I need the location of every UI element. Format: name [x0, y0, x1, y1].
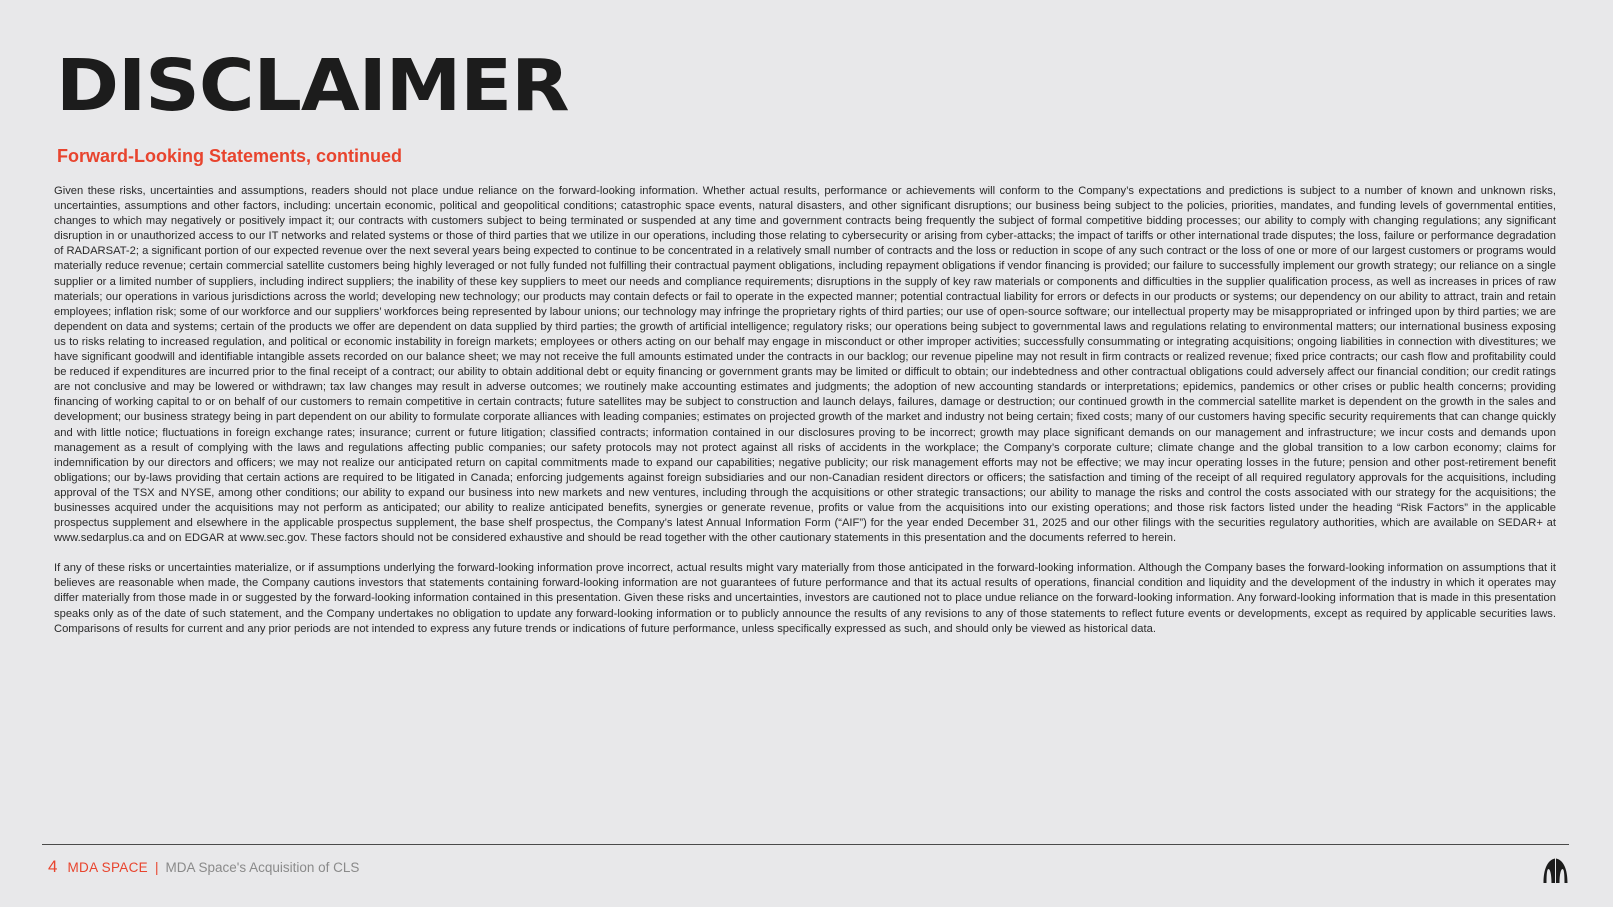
mda-logo-icon	[1542, 857, 1569, 884]
footer-divider	[42, 844, 1569, 845]
disclaimer-paragraph-2: If any of these risks or uncertainties materialize, or if assumptions underlying the forward-looking information prove incorrect, actual results might vary materially from those anticipated in the forward-looking information. Although the Company bases the forward-looking information on assumptions that it believes are reasonable when made, the Company cautions investors that statements containing forward-looking information are not guarantees of future performance and that its actual results of operations, financial condition and liquidity and the development of the industry in which it operates may differ materially from those made in or suggested by the forward-looking information contained in this presentation. Given these risks and uncertainties, investors are cautioned not to place undue reliance on the forward-looking information. Any forward-looking information that is made in this presentation speaks only as of the date of such statement, and the Company undertakes no obligation to update any forward-looking information or to publicly announce the results of any revisions to any of those statements to reflect future events or developments, except as required by applicable securities laws. Comparisons of results for current and any prior periods are not intended to express any future trends or indications of future performance, unless specifically expressed as such, and should only be viewed as historical data.	[54, 562, 1556, 635]
footer-brand: MDA SPACE	[67, 860, 148, 875]
disclaimer-paragraph-1: Given these risks, uncertainties and assumptions, readers should not place undue reliance on the forward-looking information. Whether actual results, performance or achievements will conform to the Company’s expectations and predictions is subject to a number of known and unknown risks, uncertainties, assumptions and other factors, including: uncertain economic, political and geopolitical conditions; catastrophic space events, natural disasters, and other significant disruptions; our business being subject to the policies, priorities, mandates, and funding levels of governmental entities, changes to which may negatively or positively impact it; our contracts with customers subject to being terminated or suspended at any time and government contracts being frequently the subject of formal competitive bidding processes; our ability to comply with changing regulations; any significant disruption in or unauthorized access to our IT networks and related systems or those of third parties that we utilize in our operations, including those relating to cybersecurity or arising from cyber-attacks; the impact of tariffs or other international trade disputes; the loss, failure or performance degradation of RADARSAT-2; a significant portion of our expected revenue over the next several years being expected to continue to be concentrated in a relatively small number of contracts and the loss or reduction in scope of any such contract or the loss of one or more of our largest customers or programs would materially reduce revenue; certain commercial satellite customers being highly leveraged or not fully funded not fulfilling their contractual payment obligations, including repayment obligations if vendor financing is provided; our failure to successfully implement our growth strategy; our reliance on a single supplier or a limited number of suppliers, including indirect suppliers; the inability of these key suppliers to meet our needs and compliance requirements; disruptions in the supply of key raw materials or components and difficulties in the supplier qualification process, as well as increases in prices of raw materials; our operations in various jurisdictions across the world; developing new technology; our products may contain defects or fail to operate in the expected manner; potential contractual liability for errors or defects in our products or systems; our dependency on our ability to attract, train and retain employees; inflation risk; some of our workforce and our suppliers’ workforces being represented by labour unions; our technology may infringe the proprietary rights of third parties; our use of open-source software; our intellectual property may be misappropriated or infringed upon by third parties; we are dependent on data and systems; certain of the products we offer are dependent on data supplied by third parties; the growth of artificial intelligence; regulatory risks; our operations being subject to governmental laws and regulations relating to environmental matters; our international business exposing us to risks relating to increased regulation, and political or economic instability in foreign markets; employees or others acting on our behalf may engage in misconduct or other improper activities; successfully consummating or integrating acquisitions; ongoing liabilities in connection with divestitures; we have significant goodwill and identifiable intangible assets recorded on our balance sheet; we may not receive the full amounts estimated under the contracts in our backlog; our revenue pipeline may not result in firm contracts or realized revenue; fixed price contracts; our cash flow and profitability could be reduced if expenditures are incurred prior to the final receipt of a contract; our ability to obtain additional debt or equity financing or government grants may be limited or difficult to obtain; our indebtedness and other contractual obligations could adversely affect our financial condition; our credit ratings are not conclusive and may be lowered or withdrawn; tax law changes may result in adverse outcomes; we routinely make accounting estimates and judgments; the adoption of new accounting standards or interpretations; epidemics, pandemics or other crises or public health concerns; providing financing of working capital to or on behalf of our customers to remain competitive in certain contracts; future satellites may be subject to construction and launch delays, failures, damage or destruction; our continued growth in the commercial satellite market is dependent on the growth in the sales and development; our business strategy being in part dependent on our ability to formulate corporate alliances with leading companies; estimates on projected growth of the market and industry not being certain; fixed costs; many of our customers having specific security requirements that can change quickly and with little notice; fluctuations in foreign exchange rates; insurance; current or future litigation; classified contracts; information contained in our disclosures proving to be incorrect; growth may place significant demands on our management and infrastructure; we incur costs and demands upon management as a result of complying with the laws and regulations affecting public companies; our safety protocols may not protect against all risks of accidents in the workplace; the Company’s corporate culture; climate change and the global transition to a low carbon economy; claims for indemnification by our directors and officers; we may not realize our anticipated return on capital commitments made to expand our capabilities; negative publicity; our risk management efforts may not be effective; we may incur operating losses in the future; pension and other post-retirement benefit obligations; our by-laws providing that certain actions are required to be litigated in Canada; enforcing judgements against foreign subsidiaries and our non-Canadian resident directors or officers; the satisfaction and timing of the receipt of all required regulatory approvals for the acquisitions, including approval of the TSX and NYSE, among other conditions; our ability to expand our business into new markets and new ventures, including through the acquisitions or other strategic transactions; our ability to manage the risks and control the costs associated with our strategy for the acquisitions; the businesses acquired under the acquisitions may not perform as anticipated; our ability to realize anticipated benefits, synergies or generate revenue, profits or value from the acquisitions into our existing operations; and those risk factors listed under the heading “Risk Factors” in the applicable prospectus supplement and elsewhere in the applicable prospectus supplement, the base shelf prospectus, the Company’s latest Annual Information Form (“AIF”) for the year ended December 31, 2025 and our other filings with the securities regulatory authorities, which are available on SEDAR+ at www.sedarplus.ca and on EDGAR at www.sec.gov. These factors should not be considered exhaustive and should be read together with the other cautionary statements in this presentation and the documents referred to herein.	[54, 185, 1556, 545]
footer	[48, 857, 359, 877]
section-subtitle: Forward-Looking Statements, continued	[57, 146, 403, 166]
disclaimer-body	[54, 184, 1556, 637]
footer-deck-title: MDA Space's Acquisition of CLS	[165, 860, 360, 875]
page-title: DISCLAIMER	[56, 44, 569, 127]
page-number: 4	[48, 857, 58, 876]
footer-separator: |	[154, 860, 159, 875]
